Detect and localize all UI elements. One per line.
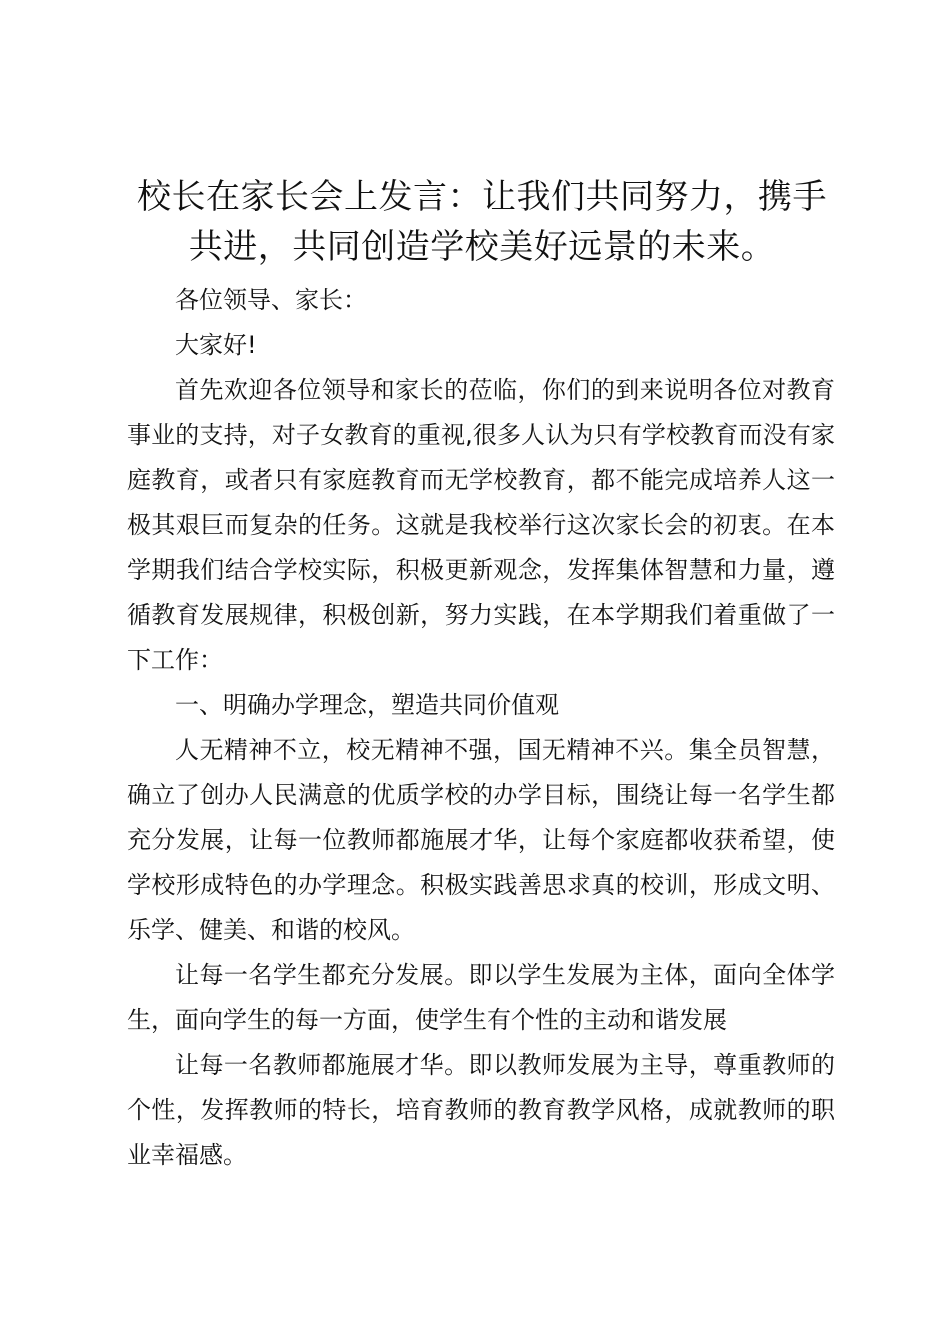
salutation: 各位领导、家长： — [175, 286, 367, 314]
body-paragraph: 人无精神不立，校无精神不强，国无精神不兴。集全员智慧，确立了创办人民满意的优质学校的办学目标，围绕让每一名学生都充分发展，让每一位教师都施展才华，让每个家庭都收获希望，使学校形成特色的办学理念。积极实践善思求真的校训，形成文明、乐学、健美、和谐的校风。 — [127, 736, 835, 944]
greeting: 大家好! — [175, 331, 257, 359]
body-paragraph: 让每一名学生都充分发展。即以学生发展为主体，面向全体学生，面向学生的每一方面，使学生有个性的主动和谐发展 — [127, 961, 835, 1034]
body-paragraph: 让每一名教师都施展才华。即以教师发展为主导，尊重教师的个性，发挥教师的特长，培育教师的教育教学风格，成就教师的职业幸福感。 — [127, 1051, 835, 1169]
section-heading: 一、明确办学理念，塑造共同价值观 — [175, 691, 559, 719]
document-title: 校长在家长会上发言：让我们共同努力，携手共进，共同创造学校美好远景的未来。 — [137, 177, 827, 267]
document-body — [127, 278, 835, 1178]
body-paragraph: 首先欢迎各位领导和家长的莅临，你们的到来说明各位对教育事业的支持，对子女教育的重视,很多人认为只有学校教育而没有家庭教育，或者只有家庭教育而无学校教育，都不能完成培养人这一极其艰巨而复杂的任务。这就是我校举行这次家长会的初衷。在本学期我们结合学校实际，积极更新观念，发挥集体智慧和力量，遵循教育发展规律，积极创新，努力实践，在本学期我们着重做了一下工作： — [127, 376, 835, 674]
